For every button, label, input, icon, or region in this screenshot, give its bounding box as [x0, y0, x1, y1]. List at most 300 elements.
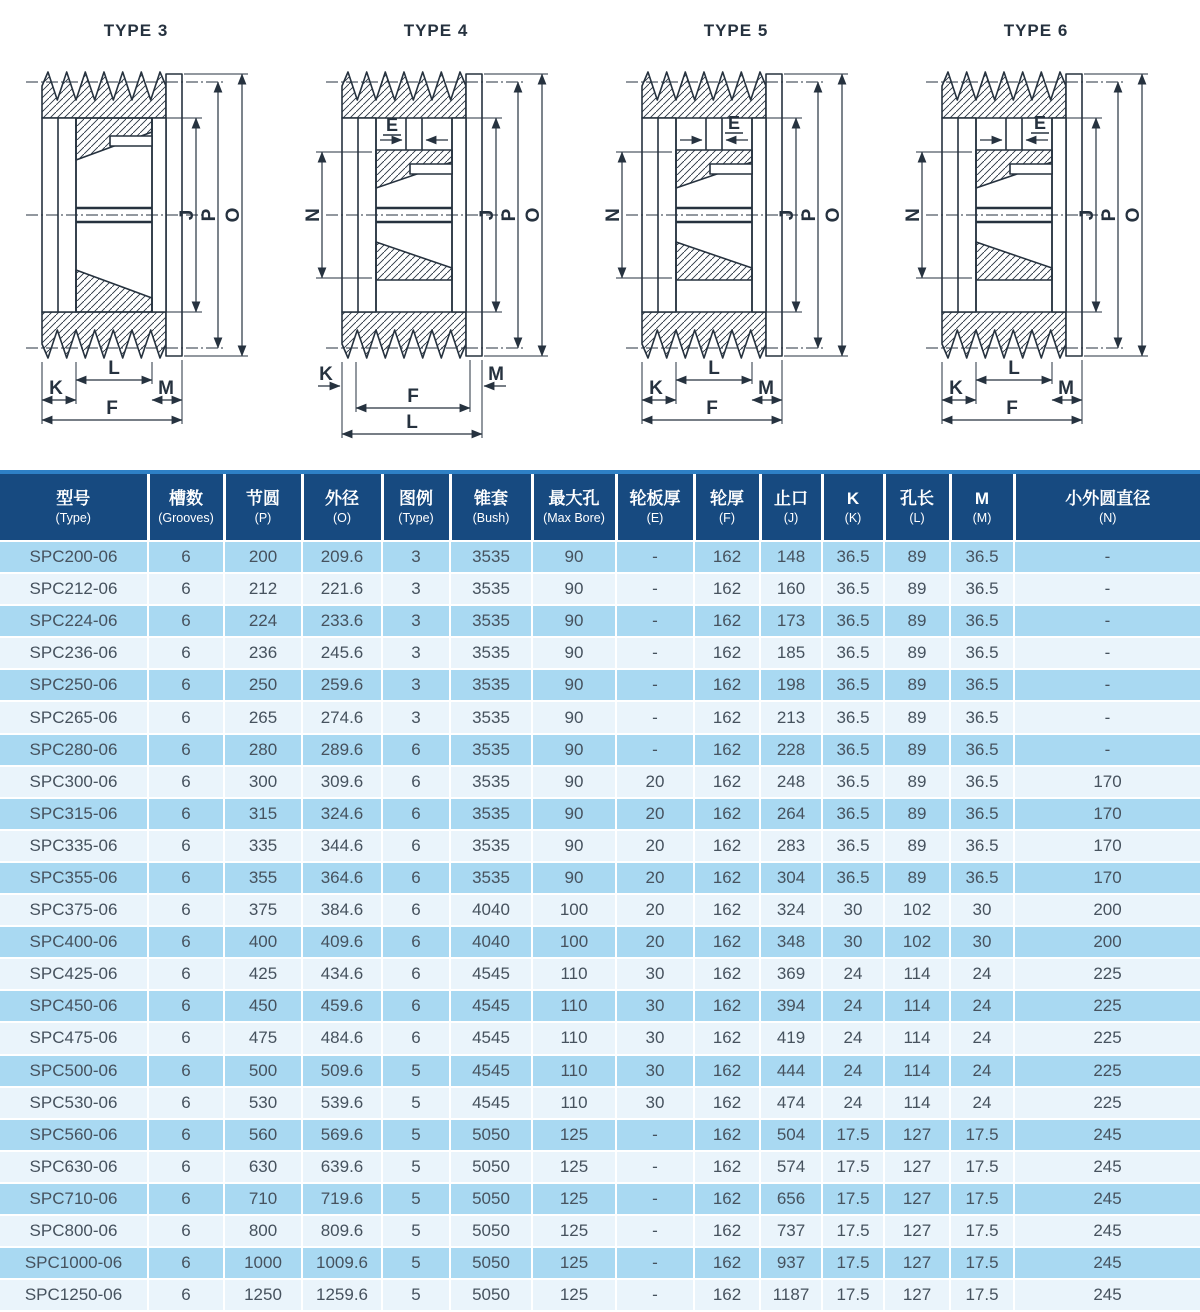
cell: -: [616, 1279, 694, 1311]
cell: 162: [694, 1183, 760, 1215]
cell: 233.6: [302, 605, 382, 637]
cell: SPC1000-06: [0, 1247, 148, 1279]
cell: 6: [382, 926, 450, 958]
cell: 6: [148, 1215, 224, 1247]
cell: 6: [148, 1119, 224, 1151]
cell: 3: [382, 637, 450, 669]
cell: 937: [760, 1247, 822, 1279]
dim-label-j: J: [177, 209, 198, 221]
cell: 20: [616, 766, 694, 798]
cell: 125: [532, 1183, 616, 1215]
cell: -: [616, 1151, 694, 1183]
cell: 125: [532, 1215, 616, 1247]
cell: 400: [224, 926, 302, 958]
cell: 162: [694, 926, 760, 958]
dim-label-n: N: [303, 208, 324, 222]
cell: 125: [532, 1247, 616, 1279]
cell: SPC400-06: [0, 926, 148, 958]
cell: 127: [884, 1215, 950, 1247]
table-row: [0, 541, 1200, 573]
cell: 221.6: [302, 573, 382, 605]
cell: 89: [884, 830, 950, 862]
cell: 162: [694, 1279, 760, 1311]
cell: 444: [760, 1055, 822, 1087]
col-header-9: 止口 (J): [760, 474, 822, 541]
cell: 394: [760, 990, 822, 1022]
cell: 6: [148, 541, 224, 573]
cell: 3535: [450, 766, 532, 798]
dim-label-p: P: [199, 208, 220, 222]
cell: 114: [884, 1087, 950, 1119]
dim-label-n: N: [903, 208, 924, 222]
dim-label-p: P: [799, 208, 820, 222]
cell: 30: [822, 894, 884, 926]
cell: 17.5: [950, 1183, 1014, 1215]
cell: 36.5: [822, 830, 884, 862]
cell: 102: [884, 926, 950, 958]
cell: 1187: [760, 1279, 822, 1311]
cell: 6: [382, 830, 450, 862]
cell: 160: [760, 573, 822, 605]
cell: -: [616, 605, 694, 637]
cell: 90: [532, 734, 616, 766]
cell: 6: [382, 862, 450, 894]
cell: 36.5: [822, 605, 884, 637]
cell: 6: [148, 1055, 224, 1087]
cell: 225: [1014, 958, 1200, 990]
cell: 17.5: [950, 1279, 1014, 1311]
cell: 36.5: [822, 798, 884, 830]
cell: 6: [148, 1022, 224, 1054]
cell: 719.6: [302, 1183, 382, 1215]
cell: 245: [1014, 1247, 1200, 1279]
cell: 90: [532, 862, 616, 894]
cell: -: [616, 573, 694, 605]
table-row: [0, 1087, 1200, 1119]
col-header-7: 轮板厚 (E): [616, 474, 694, 541]
cell: 162: [694, 1055, 760, 1087]
cell: 5050: [450, 1279, 532, 1311]
cell: 110: [532, 1087, 616, 1119]
cell: -: [1014, 637, 1200, 669]
cell: 250: [224, 669, 302, 701]
cell: -: [1014, 541, 1200, 573]
cell: 355: [224, 862, 302, 894]
cell: 280: [224, 734, 302, 766]
figure-type-6: [900, 0, 1200, 470]
cell: 3535: [450, 830, 532, 862]
cell: 245: [1014, 1151, 1200, 1183]
cell: 170: [1014, 766, 1200, 798]
cell: 36.5: [822, 701, 884, 733]
cell: 200: [1014, 894, 1200, 926]
cell: 162: [694, 1022, 760, 1054]
cell: 245.6: [302, 637, 382, 669]
cell: 6: [148, 1151, 224, 1183]
cell: 1259.6: [302, 1279, 382, 1311]
cell: 36.5: [822, 637, 884, 669]
cell: 127: [884, 1183, 950, 1215]
cell: 6: [382, 958, 450, 990]
cell: 5: [382, 1247, 450, 1279]
cell: 90: [532, 605, 616, 637]
cell: 569.6: [302, 1119, 382, 1151]
cell: SPC335-06: [0, 830, 148, 862]
cell: 309.6: [302, 766, 382, 798]
cell: 36.5: [822, 541, 884, 573]
cell: 1009.6: [302, 1247, 382, 1279]
cell: 162: [694, 830, 760, 862]
cell: 3535: [450, 573, 532, 605]
cell: 90: [532, 637, 616, 669]
table-row: [0, 734, 1200, 766]
cell: 409.6: [302, 926, 382, 958]
cell: 24: [822, 958, 884, 990]
cell: 3535: [450, 541, 532, 573]
cell: 127: [884, 1279, 950, 1311]
cell: 6: [148, 701, 224, 733]
table-row: [0, 1183, 1200, 1215]
cell: 384.6: [302, 894, 382, 926]
cell: 3: [382, 541, 450, 573]
cell: SPC500-06: [0, 1055, 148, 1087]
cell: -: [616, 669, 694, 701]
dim-label-l: L: [406, 412, 418, 433]
cell: 36.5: [822, 862, 884, 894]
cell: 369: [760, 958, 822, 990]
table-row: [0, 926, 1200, 958]
cell: 560: [224, 1119, 302, 1151]
cell: 475: [224, 1022, 302, 1054]
cell: 17.5: [950, 1215, 1014, 1247]
cell: SPC300-06: [0, 766, 148, 798]
cell: 36.5: [950, 573, 1014, 605]
cell: 710: [224, 1183, 302, 1215]
cell: 4040: [450, 894, 532, 926]
cell: 4040: [450, 926, 532, 958]
figure-type-5: [600, 0, 900, 470]
cell: 4545: [450, 1022, 532, 1054]
dim-label-e: E: [385, 115, 399, 135]
figure-title: TYPE 3: [103, 21, 169, 40]
cell: 375: [224, 894, 302, 926]
figure-type-4: [300, 0, 600, 470]
cell: SPC1250-06: [0, 1279, 148, 1311]
cell: SPC560-06: [0, 1119, 148, 1151]
cell: 17.5: [950, 1119, 1014, 1151]
cell: 127: [884, 1247, 950, 1279]
cell: 6: [148, 766, 224, 798]
cell: 90: [532, 701, 616, 733]
cell: 364.6: [302, 862, 382, 894]
cell: 24: [950, 990, 1014, 1022]
cell: SPC710-06: [0, 1183, 148, 1215]
figure-title: TYPE 4: [403, 21, 469, 40]
cell: SPC250-06: [0, 669, 148, 701]
cell: 162: [694, 1247, 760, 1279]
cell: 3535: [450, 701, 532, 733]
cell: 5: [382, 1055, 450, 1087]
cell: 236: [224, 637, 302, 669]
table-row: [0, 605, 1200, 637]
cell: 509.6: [302, 1055, 382, 1087]
cell: 656: [760, 1183, 822, 1215]
table-row: [0, 862, 1200, 894]
table-row: [0, 1279, 1200, 1311]
cell: 450: [224, 990, 302, 1022]
cell: 6: [148, 862, 224, 894]
cell: 148: [760, 541, 822, 573]
figure-title: TYPE 5: [703, 21, 769, 40]
dim-label-o: O: [223, 207, 244, 223]
cell: 17.5: [822, 1215, 884, 1247]
cell: 348: [760, 926, 822, 958]
cell: 200: [224, 541, 302, 573]
table-row: [0, 637, 1200, 669]
cell: 170: [1014, 798, 1200, 830]
dim-label-m: M: [158, 378, 174, 399]
cell: 36.5: [950, 541, 1014, 573]
cell: 300: [224, 766, 302, 798]
cell: SPC200-06: [0, 541, 148, 573]
cell: 265: [224, 701, 302, 733]
table-row: [0, 894, 1200, 926]
cell: 5: [382, 1151, 450, 1183]
cell: 4545: [450, 990, 532, 1022]
cell: 574: [760, 1151, 822, 1183]
cell: 224: [224, 605, 302, 637]
cell: 36.5: [822, 669, 884, 701]
cell: SPC630-06: [0, 1151, 148, 1183]
cell: 24: [822, 1087, 884, 1119]
cell: 809.6: [302, 1215, 382, 1247]
cell: 89: [884, 798, 950, 830]
cell: -: [616, 734, 694, 766]
cell: 200: [1014, 926, 1200, 958]
cell: 90: [532, 766, 616, 798]
dim-label-k: K: [949, 378, 963, 399]
cell: 5: [382, 1119, 450, 1151]
cell: 36.5: [822, 734, 884, 766]
cell: SPC475-06: [0, 1022, 148, 1054]
col-header-5: 锥套 (Bush): [450, 474, 532, 541]
dim-label-l: L: [1008, 358, 1020, 379]
table-row: [0, 766, 1200, 798]
cell: 89: [884, 766, 950, 798]
cell: 127: [884, 1151, 950, 1183]
cell: 162: [694, 798, 760, 830]
dim-label-j: J: [1077, 209, 1098, 221]
cell: 335: [224, 830, 302, 862]
cell: -: [1014, 573, 1200, 605]
cell: 89: [884, 734, 950, 766]
cell: 36.5: [950, 701, 1014, 733]
cell: 24: [950, 958, 1014, 990]
cell: SPC375-06: [0, 894, 148, 926]
cell: SPC280-06: [0, 734, 148, 766]
cell: 162: [694, 734, 760, 766]
cell: 30: [616, 1087, 694, 1119]
dim-label-o: O: [523, 207, 544, 223]
cell: 89: [884, 573, 950, 605]
cell: 90: [532, 573, 616, 605]
cell: 110: [532, 1022, 616, 1054]
cell: 36.5: [950, 766, 1014, 798]
cell: 110: [532, 1055, 616, 1087]
cell: 225: [1014, 990, 1200, 1022]
cell: 245: [1014, 1279, 1200, 1311]
col-header-8: 轮厚 (F): [694, 474, 760, 541]
cell: 344.6: [302, 830, 382, 862]
cell: 737: [760, 1215, 822, 1247]
dim-label-k: K: [649, 378, 663, 399]
cell: SPC236-06: [0, 637, 148, 669]
cell: 30: [616, 958, 694, 990]
cell: -: [616, 1247, 694, 1279]
cell: 20: [616, 894, 694, 926]
cell: SPC355-06: [0, 862, 148, 894]
col-header-10: K (K): [822, 474, 884, 541]
cell: 173: [760, 605, 822, 637]
cell: 5: [382, 1087, 450, 1119]
cell: 4545: [450, 1055, 532, 1087]
cell: 228: [760, 734, 822, 766]
cell: -: [1014, 605, 1200, 637]
dim-label-m: M: [1058, 378, 1074, 399]
cell: 36.5: [950, 734, 1014, 766]
cell: 6: [148, 958, 224, 990]
cell: 162: [694, 766, 760, 798]
cell: 125: [532, 1119, 616, 1151]
col-header-12: M (M): [950, 474, 1014, 541]
cell: 283: [760, 830, 822, 862]
cell: 30: [616, 990, 694, 1022]
cell: 6: [148, 798, 224, 830]
cell: 4545: [450, 1087, 532, 1119]
cell: 100: [532, 894, 616, 926]
cell: 90: [532, 798, 616, 830]
cell: 36.5: [822, 573, 884, 605]
cell: 264: [760, 798, 822, 830]
dim-label-o: O: [823, 207, 844, 223]
table-row: [0, 573, 1200, 605]
table-row: [0, 798, 1200, 830]
dim-label-e: E: [1033, 113, 1047, 133]
cell: 5: [382, 1183, 450, 1215]
cell: 20: [616, 862, 694, 894]
cell: 162: [694, 605, 760, 637]
figure-title: TYPE 6: [1003, 21, 1069, 40]
cell: 474: [760, 1087, 822, 1119]
dim-label-j: J: [777, 209, 798, 221]
cell: 36.5: [950, 798, 1014, 830]
cell: 24: [950, 1087, 1014, 1119]
col-header-11: 孔长 (L): [884, 474, 950, 541]
cell: 170: [1014, 830, 1200, 862]
cell: 3535: [450, 637, 532, 669]
figure-type-3: [0, 0, 300, 470]
cell: 30: [616, 1055, 694, 1087]
cell: 36.5: [950, 605, 1014, 637]
cell: 198: [760, 669, 822, 701]
cell: SPC315-06: [0, 798, 148, 830]
cell: 212: [224, 573, 302, 605]
table-body: [0, 541, 1200, 1311]
cell: SPC425-06: [0, 958, 148, 990]
cell: -: [1014, 701, 1200, 733]
cell: 6: [148, 734, 224, 766]
cell: 6: [148, 605, 224, 637]
cell: 484.6: [302, 1022, 382, 1054]
cell: 162: [694, 1119, 760, 1151]
cell: 225: [1014, 1055, 1200, 1087]
cell: 504: [760, 1119, 822, 1151]
cell: 24: [950, 1055, 1014, 1087]
cell: 248: [760, 766, 822, 798]
cell: 36.5: [822, 766, 884, 798]
table-row: [0, 1247, 1200, 1279]
cell: 6: [382, 798, 450, 830]
cell: 530: [224, 1087, 302, 1119]
cell: 630: [224, 1151, 302, 1183]
cell: 162: [694, 894, 760, 926]
cell: 539.6: [302, 1087, 382, 1119]
dim-label-j: J: [477, 209, 498, 221]
col-header-13: 小外圆直径 (N): [1014, 474, 1200, 541]
table-row: [0, 1215, 1200, 1247]
cell: 419: [760, 1022, 822, 1054]
cell: 6: [148, 573, 224, 605]
cell: 17.5: [822, 1183, 884, 1215]
cell: 5: [382, 1215, 450, 1247]
cell: 274.6: [302, 701, 382, 733]
cell: 24: [822, 1022, 884, 1054]
spec-table: [0, 474, 1200, 1312]
cell: -: [616, 701, 694, 733]
cell: -: [616, 1183, 694, 1215]
cell: 162: [694, 573, 760, 605]
dim-label-m: M: [488, 364, 504, 385]
cell: 30: [950, 894, 1014, 926]
cell: 89: [884, 669, 950, 701]
cell: 6: [148, 926, 224, 958]
cell: 17.5: [950, 1247, 1014, 1279]
table-row: [0, 1055, 1200, 1087]
table-row: [0, 1151, 1200, 1183]
table-row: [0, 1119, 1200, 1151]
table-row: [0, 990, 1200, 1022]
cell: 459.6: [302, 990, 382, 1022]
spec-table-section: [0, 470, 1200, 1312]
cell: 100: [532, 926, 616, 958]
cell: SPC224-06: [0, 605, 148, 637]
table-row: [0, 958, 1200, 990]
cell: 6: [382, 894, 450, 926]
cell: 89: [884, 605, 950, 637]
dim-label-k: K: [49, 378, 63, 399]
cell: -: [1014, 669, 1200, 701]
cell: 434.6: [302, 958, 382, 990]
cell: 6: [148, 637, 224, 669]
dim-label-f: F: [407, 386, 419, 407]
cell: 639.6: [302, 1151, 382, 1183]
cell: SPC265-06: [0, 701, 148, 733]
cell: 30: [822, 926, 884, 958]
cell: 213: [760, 701, 822, 733]
cell: 5050: [450, 1151, 532, 1183]
cell: 20: [616, 830, 694, 862]
cell: 6: [148, 1087, 224, 1119]
